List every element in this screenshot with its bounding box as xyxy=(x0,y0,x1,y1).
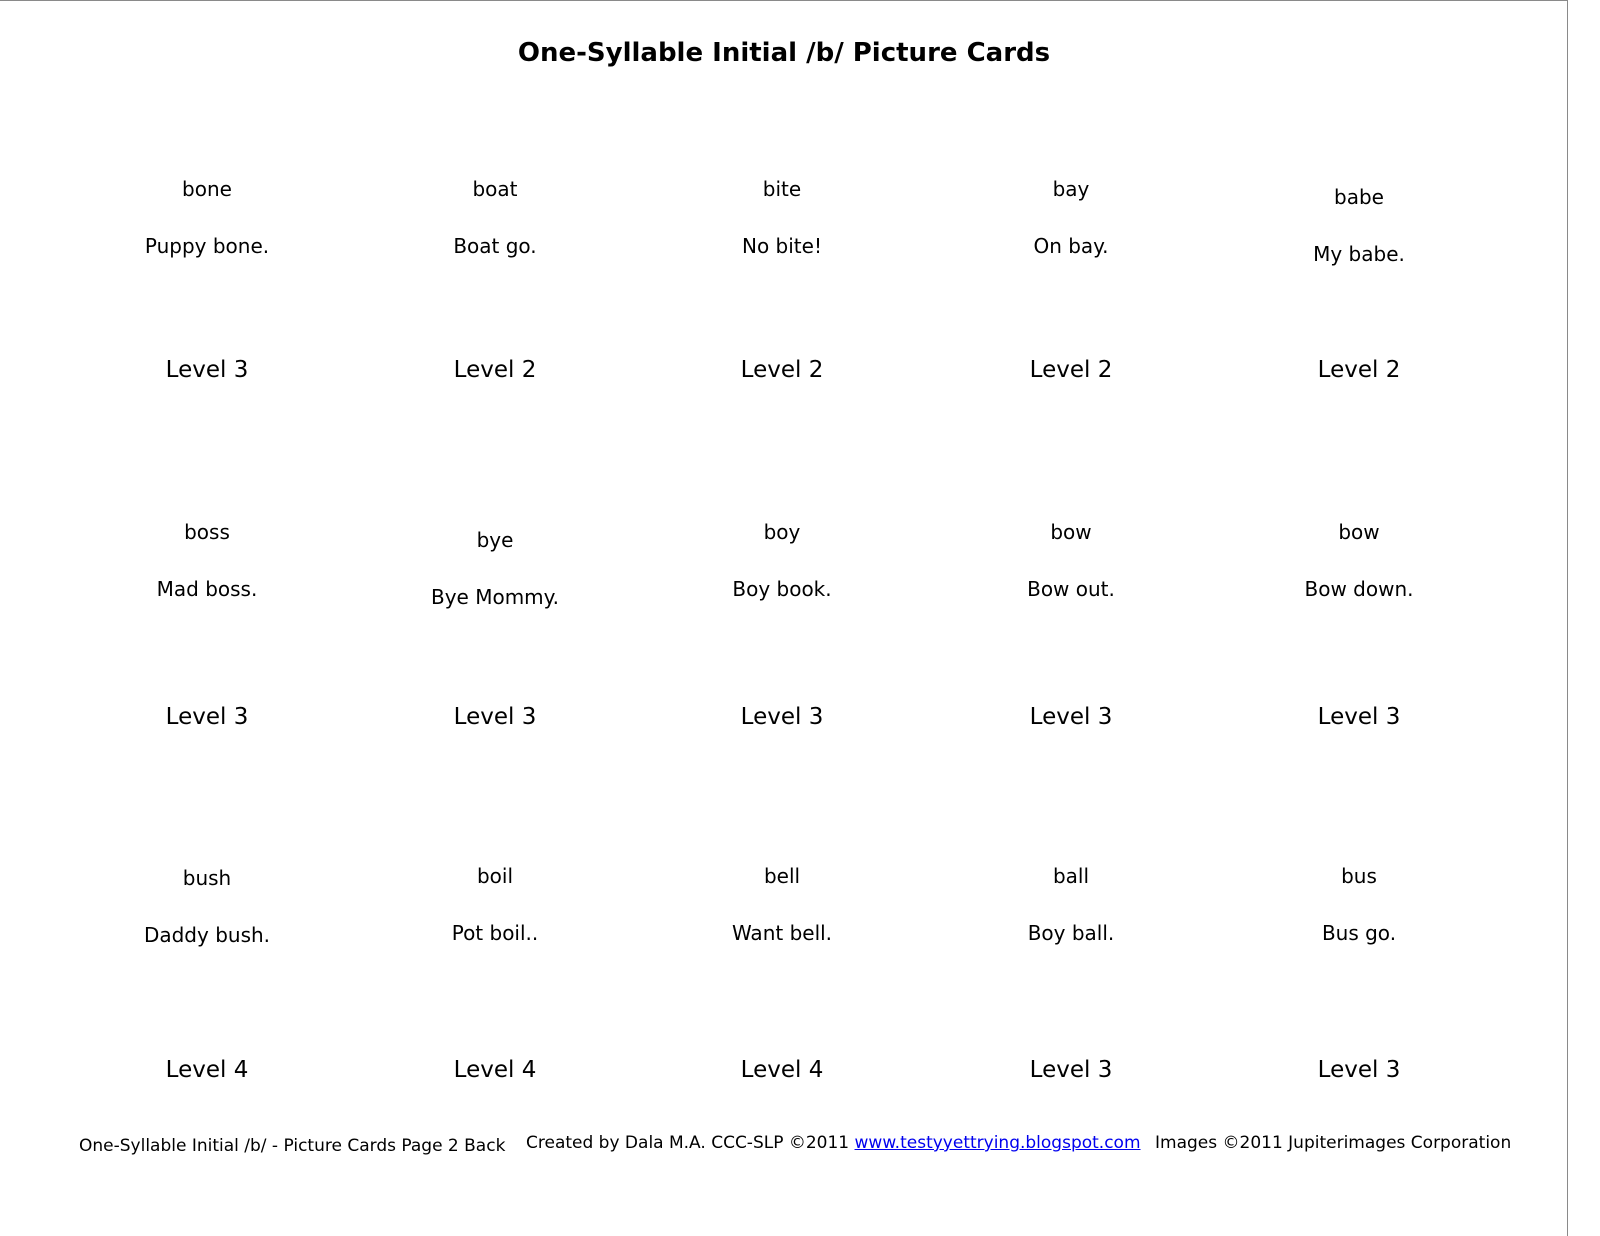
card-sentence: Puppy bone. xyxy=(144,234,270,258)
card-level: Level 3 xyxy=(1317,704,1401,730)
card-word: boy xyxy=(763,520,801,544)
blog-link[interactable]: www.testyyettrying.blogspot.com xyxy=(854,1133,1141,1153)
card-word: bus xyxy=(1341,864,1377,888)
card-sentence: Boat go. xyxy=(453,234,537,258)
card-word: ball xyxy=(1052,864,1090,888)
card-level: Level 2 xyxy=(740,357,824,383)
card-level: Level 3 xyxy=(1029,1057,1113,1083)
card-level: Level 3 xyxy=(165,357,249,383)
card-word: boat xyxy=(472,177,518,201)
footer-image-credit: Images ©2011 Jupiterimages Corporation xyxy=(1155,1133,1512,1153)
card-sentence: Mad boss. xyxy=(156,577,258,601)
footer-credit xyxy=(526,1133,1141,1153)
card-level: Level 3 xyxy=(165,704,249,730)
card-sentence: Bow down. xyxy=(1304,577,1414,601)
card-sentence: My babe. xyxy=(1313,242,1405,266)
card-word: bye xyxy=(476,528,514,552)
card-sentence: Daddy bush. xyxy=(143,923,271,947)
footer-credit-text: Created by Dala M.A. CCC-SLP ©2011 xyxy=(526,1133,855,1153)
card-level: Level 3 xyxy=(740,704,824,730)
card-word: bay xyxy=(1052,177,1090,201)
card-level: Level 3 xyxy=(453,704,537,730)
card-word: boil xyxy=(476,864,514,888)
card-sentence: Want bell. xyxy=(731,921,833,945)
footer-page-label: One-Syllable Initial /b/ - Picture Cards Page 2 Back xyxy=(79,1136,506,1156)
card-level: Level 4 xyxy=(740,1057,824,1083)
card-sentence: Bye Mommy. xyxy=(430,585,560,609)
card-word: bow xyxy=(1050,520,1092,544)
page-title: One-Syllable Initial /b/ Picture Cards xyxy=(517,38,1051,68)
card-sentence: Boy ball. xyxy=(1027,921,1115,945)
card-level: Level 4 xyxy=(453,1057,537,1083)
card-word: bell xyxy=(763,864,801,888)
card-sentence: On bay. xyxy=(1033,234,1109,258)
card-level: Level 3 xyxy=(1029,704,1113,730)
card-word: bite xyxy=(762,177,802,201)
card-word: bow xyxy=(1338,520,1380,544)
card-word: babe xyxy=(1334,185,1384,209)
card-sentence: Bow out. xyxy=(1027,577,1115,601)
card-level: Level 3 xyxy=(1317,1057,1401,1083)
card-word: bush xyxy=(182,866,232,890)
card-sentence: Bus go. xyxy=(1321,921,1397,945)
card-level: Level 2 xyxy=(1317,357,1401,383)
card-sentence: No bite! xyxy=(742,234,822,258)
card-level: Level 2 xyxy=(1029,357,1113,383)
card-level: Level 2 xyxy=(453,357,537,383)
card-sentence: Pot boil.. xyxy=(451,921,539,945)
card-word: boss xyxy=(184,520,230,544)
card-level: Level 4 xyxy=(165,1057,249,1083)
card-sentence: Boy book. xyxy=(732,577,832,601)
card-word: bone xyxy=(182,177,232,201)
